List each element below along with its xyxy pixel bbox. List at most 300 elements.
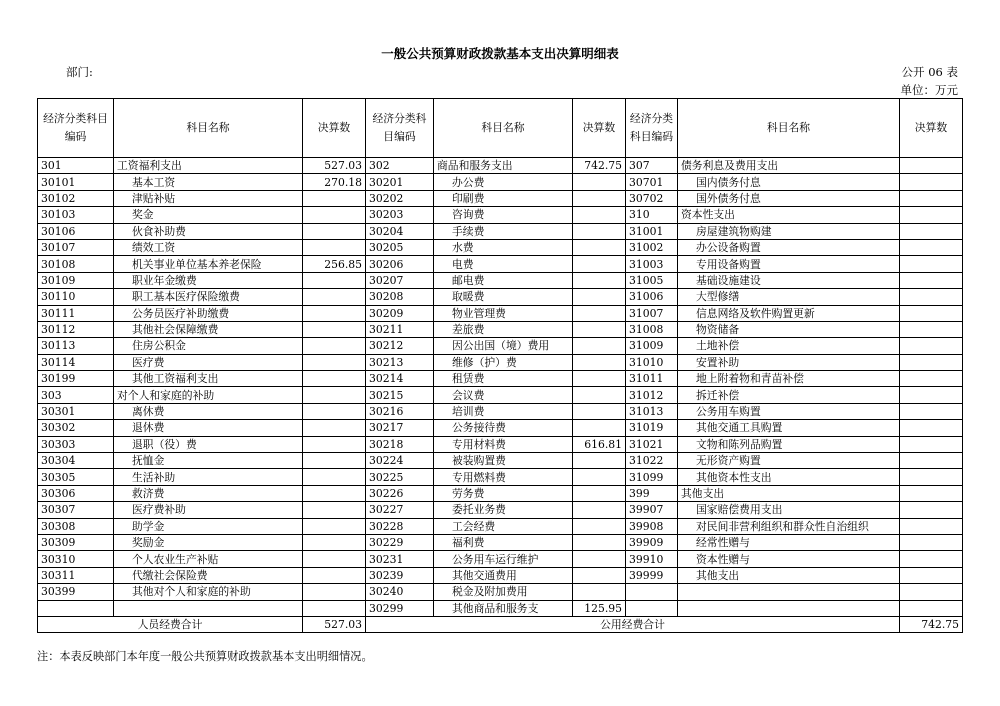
- table-row: [38, 289, 963, 305]
- cell-amount-1: [303, 453, 366, 469]
- cell-amount-1: [303, 338, 366, 354]
- cell-code-1: 303: [38, 387, 114, 403]
- cell-name-3: 其他支出: [678, 485, 900, 501]
- cell-amount-3: [900, 321, 963, 337]
- cell-amount-3: [900, 387, 963, 403]
- cell-name-1: 基本工资: [114, 174, 303, 190]
- table-row: [38, 453, 963, 469]
- cell-name-3: 专用设备购置: [678, 256, 900, 272]
- table-row: [38, 502, 963, 518]
- cell-amount-3: [900, 239, 963, 255]
- cell-amount-1: 527.03: [303, 158, 366, 174]
- cell-amount-2: [573, 338, 626, 354]
- cell-amount-1: [303, 420, 366, 436]
- cell-name-2: 被装购置费: [434, 453, 573, 469]
- cell-code-3: 307: [626, 158, 678, 174]
- table-row: [38, 387, 963, 403]
- cell-name-2: 取暖费: [434, 289, 573, 305]
- cell-code-3: 31019: [626, 420, 678, 436]
- cell-code-3: 39909: [626, 534, 678, 550]
- cell-code-2: 30208: [366, 289, 434, 305]
- cell-name-3: 信息网络及软件购置更新: [678, 305, 900, 321]
- cell-name-3: 国内债务付息: [678, 174, 900, 190]
- header-name-2: 科目名称: [434, 99, 573, 158]
- cell-name-1: 医疗费: [114, 354, 303, 370]
- cell-amount-1: [303, 305, 366, 321]
- cell-amount-1: [303, 502, 366, 518]
- cell-code-1: 30301: [38, 403, 114, 419]
- cell-code-2: 30204: [366, 223, 434, 239]
- cell-code-1: 30305: [38, 469, 114, 485]
- cell-amount-3: [900, 534, 963, 550]
- cell-amount-2: [573, 321, 626, 337]
- cell-name-3: 土地补偿: [678, 338, 900, 354]
- cell-code-2: 30225: [366, 469, 434, 485]
- cell-name-1: 助学金: [114, 518, 303, 534]
- cell-code-1: 30306: [38, 485, 114, 501]
- cell-code-3: 31003: [626, 256, 678, 272]
- cell-code-2: 30226: [366, 485, 434, 501]
- cell-amount-2: [573, 420, 626, 436]
- cell-name-1: 退职（役）费: [114, 436, 303, 452]
- cell-code-3: 31021: [626, 436, 678, 452]
- cell-code-3: 31010: [626, 354, 678, 370]
- header-name-3: 科目名称: [678, 99, 900, 158]
- cell-name-1: 奖金: [114, 207, 303, 223]
- personnel-total-label: 人员经费合计: [38, 616, 303, 632]
- header-row: [38, 99, 963, 158]
- cell-code-1: 30109: [38, 272, 114, 288]
- cell-name-2: 工会经费: [434, 518, 573, 534]
- table-row: [38, 403, 963, 419]
- cell-name-3: 其他资本性支出: [678, 469, 900, 485]
- cell-amount-2: [573, 469, 626, 485]
- cell-amount-1: [303, 190, 366, 206]
- cell-amount-2: [573, 207, 626, 223]
- personnel-total-value: 527.03: [303, 616, 366, 632]
- cell-code-1: 30110: [38, 289, 114, 305]
- cell-code-3: 31022: [626, 453, 678, 469]
- header-code-3: 经济分类科目编码: [626, 99, 678, 158]
- cell-amount-2: 125.95: [573, 600, 626, 616]
- cell-amount-1: [303, 584, 366, 600]
- cell-name-3: 资本性支出: [678, 207, 900, 223]
- cell-name-2: 维修（护）费: [434, 354, 573, 370]
- cell-code-2: 30216: [366, 403, 434, 419]
- cell-amount-1: [303, 469, 366, 485]
- cell-amount-2: [573, 371, 626, 387]
- cell-code-2: 30209: [366, 305, 434, 321]
- cell-name-3: [678, 600, 900, 616]
- cell-name-3: 基础设施建设: [678, 272, 900, 288]
- cell-amount-3: [900, 158, 963, 174]
- cell-amount-2: [573, 305, 626, 321]
- cell-amount-3: [900, 567, 963, 583]
- table-row: [38, 534, 963, 550]
- cell-code-2: 30299: [366, 600, 434, 616]
- cell-amount-1: [303, 436, 366, 452]
- cell-amount-3: [900, 485, 963, 501]
- cell-name-1: 离休费: [114, 403, 303, 419]
- cell-amount-3: [900, 584, 963, 600]
- header-name-1: 科目名称: [114, 99, 303, 158]
- cell-code-2: 30239: [366, 567, 434, 583]
- cell-amount-3: [900, 223, 963, 239]
- cell-name-3: 地上附着物和青苗补偿: [678, 371, 900, 387]
- cell-code-1: 30103: [38, 207, 114, 223]
- table-row: [38, 305, 963, 321]
- cell-code-1: 30111: [38, 305, 114, 321]
- table-row: [38, 567, 963, 583]
- cell-code-1: 30303: [38, 436, 114, 452]
- cell-name-1: 对个人和家庭的补助: [114, 387, 303, 403]
- table-row: [38, 321, 963, 337]
- cell-name-3: 房屋建筑物购建: [678, 223, 900, 239]
- table-row: [38, 174, 963, 190]
- cell-amount-1: [303, 354, 366, 370]
- form-number: 公开 06 表: [901, 65, 958, 79]
- cell-code-1: 30308: [38, 518, 114, 534]
- cell-name-2: 租赁费: [434, 371, 573, 387]
- cell-name-1: 其他对个人和家庭的补助: [114, 584, 303, 600]
- cell-name-2: 公务用车运行维护: [434, 551, 573, 567]
- cell-name-2: 水费: [434, 239, 573, 255]
- cell-name-3: 债务利息及费用支出: [678, 158, 900, 174]
- cell-amount-2: [573, 584, 626, 600]
- cell-name-3: 经常性赠与: [678, 534, 900, 550]
- cell-amount-1: [303, 518, 366, 534]
- cell-name-1: 退休费: [114, 420, 303, 436]
- cell-code-3: 31008: [626, 321, 678, 337]
- cell-code-1: 30107: [38, 239, 114, 255]
- cell-code-3: 31005: [626, 272, 678, 288]
- cell-name-1: 其他工资福利支出: [114, 371, 303, 387]
- cell-amount-3: [900, 420, 963, 436]
- cell-name-2: 专用燃料费: [434, 469, 573, 485]
- cell-amount-2: [573, 272, 626, 288]
- cell-name-1: 公务员医疗补助缴费: [114, 305, 303, 321]
- cell-name-2: 因公出国（境）费用: [434, 338, 573, 354]
- cell-code-3: 31099: [626, 469, 678, 485]
- cell-amount-3: [900, 174, 963, 190]
- cell-code-2: 30205: [366, 239, 434, 255]
- cell-amount-1: 270.18: [303, 174, 366, 190]
- cell-amount-1: [303, 207, 366, 223]
- table-row: [38, 239, 963, 255]
- cell-amount-3: [900, 469, 963, 485]
- cell-name-3: 其他交通工具购置: [678, 420, 900, 436]
- table-row: [38, 420, 963, 436]
- cell-name-2: 税金及附加费用: [434, 584, 573, 600]
- cell-code-3: 31013: [626, 403, 678, 419]
- cell-code-3: 30701: [626, 174, 678, 190]
- cell-name-3: [678, 584, 900, 600]
- cell-name-2: 物业管理费: [434, 305, 573, 321]
- cell-code-1: 30311: [38, 567, 114, 583]
- cell-name-1: 个人农业生产补贴: [114, 551, 303, 567]
- cell-name-3: 物资储备: [678, 321, 900, 337]
- cell-amount-1: [303, 551, 366, 567]
- cell-code-3: [626, 584, 678, 600]
- cell-name-1: [114, 600, 303, 616]
- cell-code-1: 30304: [38, 453, 114, 469]
- cell-name-2: 印刷费: [434, 190, 573, 206]
- cell-name-1: 伙食补助费: [114, 223, 303, 239]
- cell-name-2: 手续费: [434, 223, 573, 239]
- cell-code-3: 310: [626, 207, 678, 223]
- cell-name-3: 资本性赠与: [678, 551, 900, 567]
- cell-code-2: 30240: [366, 584, 434, 600]
- cell-amount-2: [573, 256, 626, 272]
- cell-code-3: 30702: [626, 190, 678, 206]
- cell-amount-1: [303, 387, 366, 403]
- header-amount-1: 决算数: [303, 99, 366, 158]
- cell-amount-3: [900, 453, 963, 469]
- cell-amount-2: [573, 403, 626, 419]
- department-label: 部门:: [66, 65, 93, 79]
- cell-name-1: 绩效工资: [114, 239, 303, 255]
- table-row: [38, 371, 963, 387]
- cell-name-2: 差旅费: [434, 321, 573, 337]
- cell-amount-3: [900, 502, 963, 518]
- cell-name-2: 会议费: [434, 387, 573, 403]
- cell-code-3: 31009: [626, 338, 678, 354]
- cell-amount-3: [900, 207, 963, 223]
- cell-amount-3: [900, 256, 963, 272]
- cell-code-3: 399: [626, 485, 678, 501]
- cell-code-2: 30224: [366, 453, 434, 469]
- cell-name-3: 其他支出: [678, 567, 900, 583]
- table-row: [38, 551, 963, 567]
- cell-name-3: 对民间非营利组织和群众性自治组织: [678, 518, 900, 534]
- table-row: [38, 158, 963, 174]
- cell-amount-2: 616.81: [573, 436, 626, 452]
- header-code-1: 经济分类科目编码: [38, 99, 114, 158]
- cell-name-1: 医疗费补助: [114, 502, 303, 518]
- cell-amount-2: [573, 190, 626, 206]
- cell-code-2: 30229: [366, 534, 434, 550]
- cell-code-1: 30101: [38, 174, 114, 190]
- cell-amount-3: [900, 289, 963, 305]
- cell-code-3: 31002: [626, 239, 678, 255]
- cell-amount-2: [573, 354, 626, 370]
- cell-name-3: 大型修缮: [678, 289, 900, 305]
- header-amount-3: 决算数: [900, 99, 963, 158]
- cell-amount-3: [900, 371, 963, 387]
- cell-code-2: 30228: [366, 518, 434, 534]
- table-row: [38, 436, 963, 452]
- cell-code-3: 39907: [626, 502, 678, 518]
- cell-name-2: 福利费: [434, 534, 573, 550]
- cell-code-2: 302: [366, 158, 434, 174]
- cell-name-1: 生活补助: [114, 469, 303, 485]
- cell-code-1: 30310: [38, 551, 114, 567]
- cell-amount-3: [900, 600, 963, 616]
- cell-name-3: 安置补助: [678, 354, 900, 370]
- cell-name-3: 文物和陈列品购置: [678, 436, 900, 452]
- cell-code-1: 30113: [38, 338, 114, 354]
- expenditure-table: [37, 98, 963, 633]
- cell-amount-3: [900, 403, 963, 419]
- table-row: [38, 518, 963, 534]
- table-row: [38, 338, 963, 354]
- cell-amount-1: [303, 289, 366, 305]
- cell-code-2: 30201: [366, 174, 434, 190]
- cell-amount-3: [900, 354, 963, 370]
- cell-name-1: 奖励金: [114, 534, 303, 550]
- cell-amount-1: [303, 239, 366, 255]
- cell-amount-2: [573, 387, 626, 403]
- cell-name-2: 电费: [434, 256, 573, 272]
- cell-amount-1: [303, 223, 366, 239]
- cell-amount-2: [573, 453, 626, 469]
- cell-name-3: 办公设备购置: [678, 239, 900, 255]
- cell-code-2: 30218: [366, 436, 434, 452]
- cell-name-1: 职工基本医疗保险缴费: [114, 289, 303, 305]
- cell-name-2: 咨询费: [434, 207, 573, 223]
- cell-name-1: 住房公积金: [114, 338, 303, 354]
- cell-code-3: 39908: [626, 518, 678, 534]
- cell-code-2: 30211: [366, 321, 434, 337]
- footnote: 注：本表反映部门本年度一般公共预算财政拨款基本支出明细情况。: [37, 650, 373, 663]
- cell-amount-2: [573, 518, 626, 534]
- cell-code-3: 39910: [626, 551, 678, 567]
- cell-name-3: 国家赔偿费用支出: [678, 502, 900, 518]
- cell-code-2: 30213: [366, 354, 434, 370]
- table-row: [38, 485, 963, 501]
- cell-code-3: 31001: [626, 223, 678, 239]
- cell-name-2: 邮电费: [434, 272, 573, 288]
- page-title: 一般公共预算财政拨款基本支出决算明细表: [381, 46, 619, 61]
- cell-amount-3: [900, 305, 963, 321]
- table-row: [38, 207, 963, 223]
- cell-code-1: 30106: [38, 223, 114, 239]
- cell-code-1: 301: [38, 158, 114, 174]
- cell-amount-2: [573, 485, 626, 501]
- cell-amount-1: [303, 485, 366, 501]
- cell-amount-2: [573, 174, 626, 190]
- cell-code-2: 30215: [366, 387, 434, 403]
- cell-code-3: 31011: [626, 371, 678, 387]
- cell-code-1: 30399: [38, 584, 114, 600]
- cell-amount-3: [900, 338, 963, 354]
- cell-name-1: 职业年金缴费: [114, 272, 303, 288]
- cell-amount-2: 742.75: [573, 158, 626, 174]
- cell-name-1: 救济费: [114, 485, 303, 501]
- table-row: [38, 256, 963, 272]
- table-row: [38, 600, 963, 616]
- cell-name-3: 国外债务付息: [678, 190, 900, 206]
- cell-code-1: [38, 600, 114, 616]
- cell-amount-3: [900, 190, 963, 206]
- cell-name-1: 津贴补贴: [114, 190, 303, 206]
- cell-amount-2: [573, 502, 626, 518]
- cell-amount-2: [573, 534, 626, 550]
- cell-amount-2: [573, 551, 626, 567]
- table-row: [38, 354, 963, 370]
- cell-code-1: 30108: [38, 256, 114, 272]
- cell-amount-1: [303, 567, 366, 583]
- cell-code-2: 30212: [366, 338, 434, 354]
- cell-amount-2: [573, 289, 626, 305]
- cell-amount-2: [573, 567, 626, 583]
- cell-amount-1: [303, 272, 366, 288]
- public-total-label: 公用经费合计: [366, 616, 900, 632]
- cell-amount-1: [303, 403, 366, 419]
- cell-code-2: 30203: [366, 207, 434, 223]
- cell-amount-3: [900, 272, 963, 288]
- cell-code-3: 31006: [626, 289, 678, 305]
- cell-amount-1: [303, 371, 366, 387]
- cell-amount-2: [573, 239, 626, 255]
- cell-name-1: 工资福利支出: [114, 158, 303, 174]
- table-row: [38, 584, 963, 600]
- cell-name-2: 委托业务费: [434, 502, 573, 518]
- cell-name-3: 公务用车购置: [678, 403, 900, 419]
- unit-label: 单位：万元: [900, 83, 958, 97]
- cell-amount-2: [573, 223, 626, 239]
- cell-code-1: 30309: [38, 534, 114, 550]
- cell-code-2: 30227: [366, 502, 434, 518]
- totals-row: [38, 616, 963, 632]
- cell-name-2: 专用材料费: [434, 436, 573, 452]
- cell-amount-3: [900, 551, 963, 567]
- cell-name-2: 其他交通费用: [434, 567, 573, 583]
- cell-code-1: 30112: [38, 321, 114, 337]
- cell-code-2: 30207: [366, 272, 434, 288]
- cell-name-2: 培训费: [434, 403, 573, 419]
- cell-name-3: 拆迁补偿: [678, 387, 900, 403]
- cell-code-2: 30202: [366, 190, 434, 206]
- table-row: [38, 469, 963, 485]
- table-row: [38, 223, 963, 239]
- cell-name-3: 无形资产购置: [678, 453, 900, 469]
- table-row: [38, 272, 963, 288]
- cell-name-2: 公务接待费: [434, 420, 573, 436]
- cell-name-2: 劳务费: [434, 485, 573, 501]
- cell-amount-3: [900, 518, 963, 534]
- cell-code-2: 30214: [366, 371, 434, 387]
- cell-code-3: 31012: [626, 387, 678, 403]
- cell-code-1: 30307: [38, 502, 114, 518]
- public-total-value: 742.75: [900, 616, 963, 632]
- cell-name-1: 机关事业单位基本养老保险: [114, 256, 303, 272]
- cell-code-2: 30217: [366, 420, 434, 436]
- cell-code-3: 39999: [626, 567, 678, 583]
- cell-amount-1: [303, 600, 366, 616]
- cell-code-1: 30102: [38, 190, 114, 206]
- cell-code-1: 30114: [38, 354, 114, 370]
- cell-code-3: [626, 600, 678, 616]
- cell-amount-1: [303, 534, 366, 550]
- cell-code-1: 30302: [38, 420, 114, 436]
- cell-name-2: 商品和服务支出: [434, 158, 573, 174]
- cell-code-2: 30206: [366, 256, 434, 272]
- cell-code-3: 31007: [626, 305, 678, 321]
- header-code-2: 经济分类科目编码: [366, 99, 434, 158]
- cell-name-1: 抚恤金: [114, 453, 303, 469]
- header-amount-2: 决算数: [573, 99, 626, 158]
- cell-name-2: 办公费: [434, 174, 573, 190]
- cell-amount-1: [303, 321, 366, 337]
- cell-code-2: 30231: [366, 551, 434, 567]
- cell-code-1: 30199: [38, 371, 114, 387]
- table-row: [38, 190, 963, 206]
- cell-name-2: 其他商品和服务支: [434, 600, 573, 616]
- cell-amount-3: [900, 436, 963, 452]
- cell-amount-1: 256.85: [303, 256, 366, 272]
- cell-name-1: 代缴社会保险费: [114, 567, 303, 583]
